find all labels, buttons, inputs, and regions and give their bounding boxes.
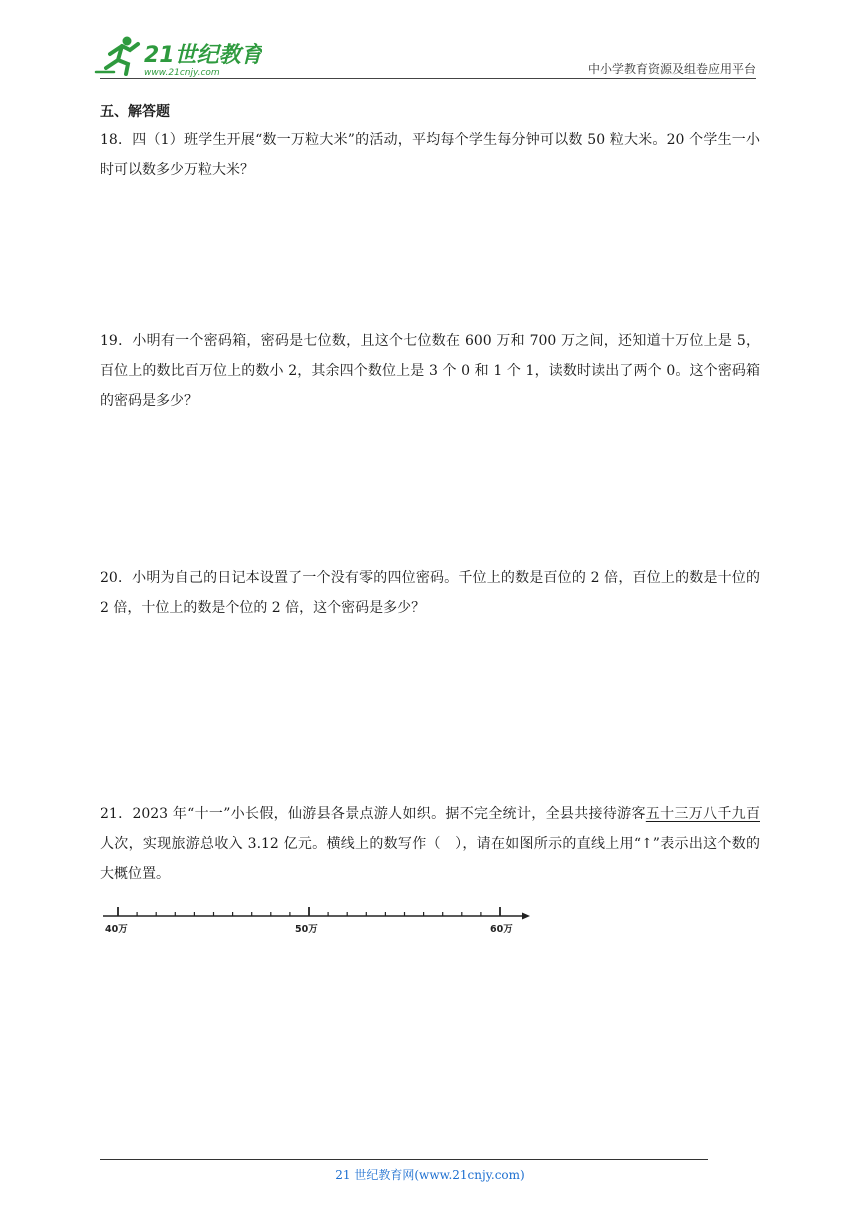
number-line-arrow <box>522 913 530 920</box>
question-21-underlined-number: 五十三万八千九百 <box>645 806 760 822</box>
footer-text: 21 世纪教育网(www.21cnjy.com) <box>335 1168 525 1182</box>
logo-url: www.21cnjy.com <box>144 68 220 78</box>
site-logo <box>92 32 262 80</box>
question-21-part1: 21．2023 年“十一”小长假，仙游县各景点游人如织。据不完全统计，全县共接待游客 <box>100 806 646 822</box>
question-20: 20．小明为自己的日记本设置了一个没有零的四位密码。千位上的数是百位的 2 倍，百位上的数是十位的 2 倍，十位上的数是个位的 2 倍，这个密码是多少？ <box>100 570 760 616</box>
platform-name: 中小学教育资源及组卷应用平台 <box>587 62 756 76</box>
number-line <box>100 902 532 936</box>
logo-text: 21世纪教育 <box>144 43 262 68</box>
question-21 <box>100 799 760 889</box>
header-divider <box>100 78 756 79</box>
number-line-ticks <box>118 907 500 916</box>
question-21-part2: 人次，实现旅游总收入 3.12 亿元。横线上的数写作（ ），请在如图所示的直线上用“↑”表示出这个数的大概位置。 <box>100 836 760 882</box>
footer-divider <box>100 1159 708 1160</box>
number-line-label-60: 60万 <box>490 924 513 935</box>
number-line-label-40: 40万 <box>105 924 128 935</box>
question-19: 19．小明有一个密码箱，密码是七位数，且这个七位数在 600 万和 700 万之间，还知道十万位上是 5，百位上的数比百万位上的数小 2，其余四个数位上是 3 个 0 和 1 个 1，读数时读出了两个 0。这个密码箱的密码是多少？ <box>100 333 760 409</box>
number-line-label-50: 50万 <box>295 924 318 935</box>
section-title: 五、解答题 <box>100 104 170 120</box>
logo-graphic <box>92 32 262 80</box>
runner-icon <box>96 37 138 75</box>
question-18: 18．四（1）班学生开展“数一万粒大米”的活动，平均每个学生每分钟可以数 50 粒大米。20 个学生一小时可以数多少万粒大米？ <box>100 132 760 178</box>
